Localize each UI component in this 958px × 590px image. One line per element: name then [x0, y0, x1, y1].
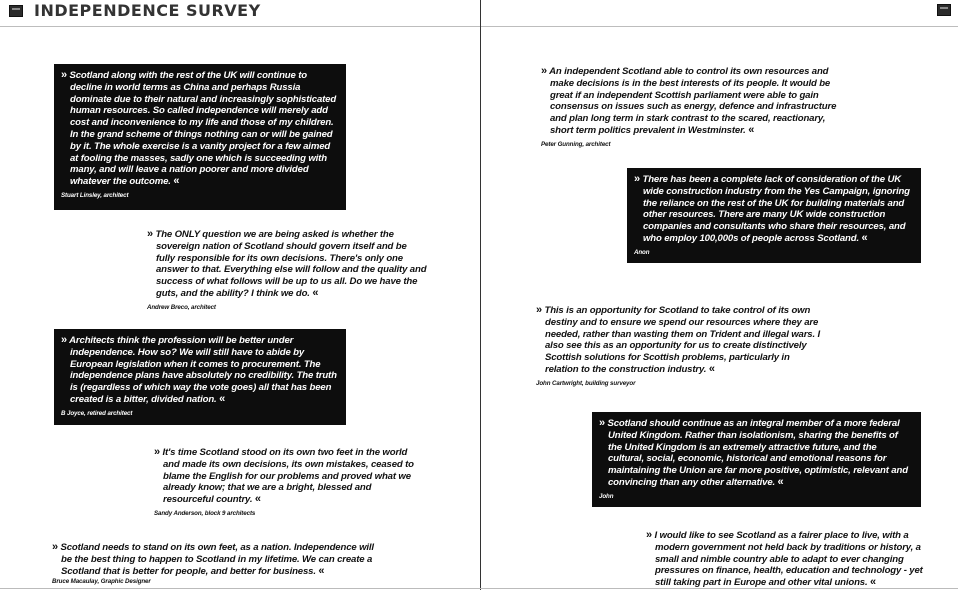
close-quote-mark: «	[254, 493, 261, 506]
close-quote-mark: «	[708, 362, 715, 375]
open-quote-mark: »	[61, 334, 67, 346]
quote-author: Sandy Anderson, block 9 architects	[154, 509, 256, 517]
quote-block	[536, 305, 822, 388]
close-quote-mark: «	[748, 123, 755, 136]
open-quote-mark: »	[634, 173, 640, 185]
quote-block	[541, 66, 837, 149]
quote-text: » Architects think the profession will be better under independence. How so? We will still have to abide by European legislation when it comes to procurement. The independence plans have absolutely no credibility. The truth is (regardless of which way the vote goes) all that has been created is a bitter, divided nation. «	[61, 334, 337, 405]
quote-text: » It's time Scotland stood on its own two feet in the world and made its own decisions, its own mistakes, ceased to blame the English for our problems and proved what we already know; that we are a bright, blessed and resourceful country. «	[154, 446, 414, 506]
open-quote-mark: »	[147, 228, 153, 240]
open-quote-mark: »	[154, 446, 160, 458]
page-title: INDEPENDENCE SURVEY	[34, 1, 261, 20]
quote-block	[154, 447, 422, 518]
quote-block	[52, 542, 374, 586]
quote-text: » This is an opportunity for Scotland to take control of its own destiny and to ensure we spend our resources where they are needed, rather than wasting them on Trident and illegal wars. I also see this as an opportunity for us to create distinctively Scottish solutions for Scottish problems, particularly in relation to the construction industry. «	[536, 304, 821, 375]
quote-text: » Scotland needs to stand on its own feet, as a nation. Independence will be the best thing to happen to Scotland in my lifetime. We can create a Scotland that is better for people, and better for business. «	[52, 541, 374, 577]
bottom-rule	[0, 588, 958, 589]
quote-block	[627, 168, 921, 263]
open-quote-mark: »	[541, 65, 547, 77]
open-quote-mark: »	[646, 530, 652, 541]
quote-block	[54, 329, 346, 425]
open-quote-mark: »	[599, 417, 605, 429]
close-quote-mark: «	[777, 475, 784, 488]
close-quote-mark: «	[861, 231, 868, 244]
close-quote-mark: «	[312, 286, 319, 299]
quote-author: Bruce Macaulay, Graphic Designer	[52, 578, 151, 586]
close-quote-mark: «	[318, 564, 325, 577]
quote-block	[592, 412, 921, 507]
close-quote-mark: «	[219, 392, 226, 405]
quote-author: Andrew Breco, architect	[147, 303, 216, 311]
quote-block	[646, 530, 936, 588]
page-divider	[480, 0, 481, 590]
menu-icon[interactable]	[9, 5, 23, 17]
quote-text: » Scotland along with the rest of the UK will continue to decline in world terms as China and perhaps Russia dominate due to their natural and increasingly sophisticated human resources. So called independence will merely add cost and inconvenience to my life and those of my children. In the grand scheme of things nothing can or will be gained by it. The whole exercise is a vanity project for a few aimed at fooling the masses, sadly one which is succeeding with many, and will leave a nation poorer and more divided whatever the outcome. «	[61, 69, 337, 188]
close-quote-mark: «	[173, 175, 180, 188]
quote-author: Anon	[634, 248, 650, 256]
quote-block	[54, 64, 346, 210]
quote-block	[147, 229, 427, 312]
quote-text: » An independent Scotland able to control its own resources and make decisions is in the best interests of its people. It would be great if an independent Scottish parliament were able to gain consensus on issues such as energy, defence and infrastructure and plan long term in stark contrast to the scared, reactionary, short term politics prevalent in Westminster. «	[541, 65, 837, 136]
menu-icon[interactable]	[937, 4, 951, 16]
quote-author: John Cartwright, building surveyor	[536, 379, 636, 387]
quote-author: Stuart Linsley, architect	[61, 191, 129, 199]
quote-text: » There has been a complete lack of consideration of the UK wide construction industry from the Yes Campaign, ignoring the reliance on the rest of the UK for building materials and other resources. There are many UK wide construction companies and consultants who share their resources, and who employ 100,000s of people across Scotland. «	[634, 173, 910, 244]
quote-author: John	[599, 492, 614, 500]
quote-text: » The ONLY question we are being asked is whether the sovereign nation of Scotland should govern itself and be fully responsible for its own decisions. There's only one answer to that. Everything else will follow and the quality and success of what follows will be up to us all. Do we have the guts, and the ability? I think we do. «	[147, 228, 427, 299]
quote-author: B Joyce, retired architect	[61, 409, 133, 417]
open-quote-mark: »	[61, 69, 67, 81]
open-quote-mark: »	[52, 541, 58, 553]
open-quote-mark: »	[536, 304, 542, 316]
quote-author: Peter Gunning, architect	[541, 140, 611, 148]
close-quote-mark: «	[870, 576, 876, 588]
quote-text: » I would like to see Scotland as a fairer place to live, with a modern government not held back by traditions or history, a small and nimble country able to adapt to ever changing pressures on finance, health, education and technology - yet still taking part in Europe and other vital unions. «	[646, 530, 923, 588]
quote-text: » Scotland should continue as an integral member of a more federal United Kingdom. Rather than isolationism, sharing the benefits of the United Kingdom is an extremely attractive future, and the cultural, social, economic, historical and emotional reasons for maintaining the Union are far more positive, optimistic, relevant and convincing than any other alternative. «	[599, 417, 908, 488]
